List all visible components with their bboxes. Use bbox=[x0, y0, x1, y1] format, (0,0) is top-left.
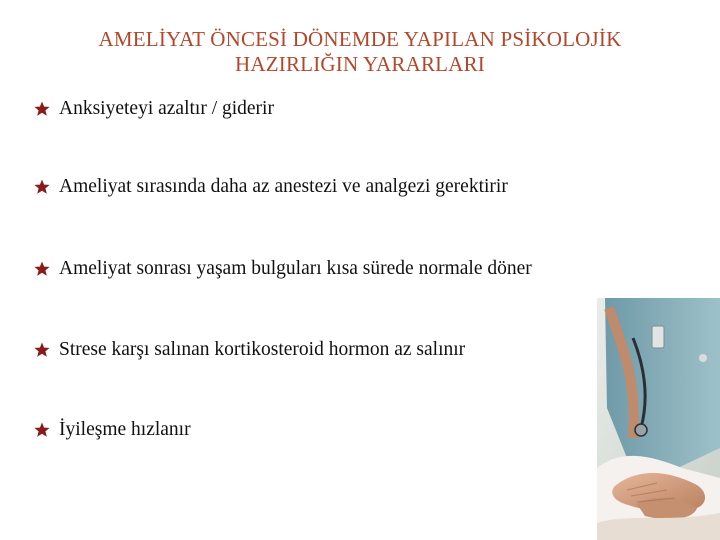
bullet-item bbox=[34, 172, 508, 202]
bullet-text: Strese karşı salınan kortikosteroid hormon az salınır bbox=[59, 339, 466, 360]
nurse-hands-photo bbox=[597, 298, 720, 540]
star-bullet-icon bbox=[34, 101, 50, 117]
star-bullet-icon bbox=[34, 179, 50, 195]
star-bullet-icon bbox=[34, 261, 50, 277]
bullet-item bbox=[34, 254, 532, 284]
bullet-text: Ameliyat sonrası yaşam bulguları kısa sürede normale döner bbox=[59, 258, 532, 279]
bullet-item bbox=[34, 415, 191, 445]
slide-title-line-2: HAZIRLIĞIN YARARLARI bbox=[235, 52, 485, 76]
bullet-text: Anksiyeteyi azaltır / giderir bbox=[59, 98, 274, 119]
bullet-item bbox=[34, 94, 274, 124]
bullet-text: Ameliyat sırasında daha az anestezi ve analgezi gerektirir bbox=[59, 176, 508, 197]
slide-title bbox=[20, 27, 700, 77]
bullet-item bbox=[34, 335, 465, 365]
star-bullet-icon bbox=[34, 342, 50, 358]
slide-title-line-1: AMELİYAT ÖNCESİ DÖNEMDE YAPILAN PSİKOLOJİK bbox=[98, 27, 622, 51]
bullet-text: İyileşme hızlanır bbox=[59, 419, 191, 440]
star-bullet-icon bbox=[34, 422, 50, 438]
